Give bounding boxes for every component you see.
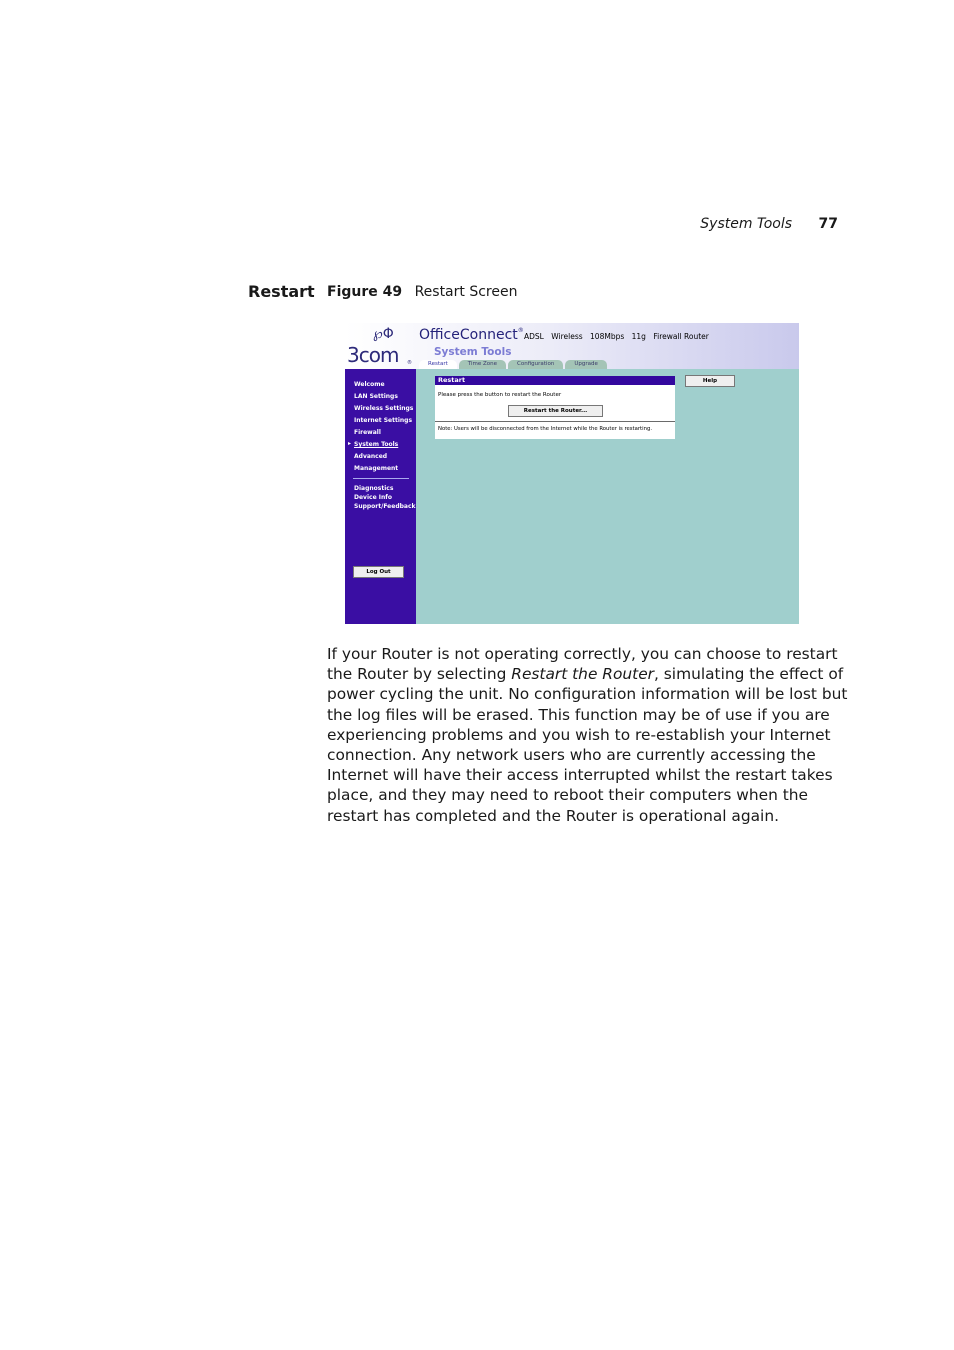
running-head-section: System Tools [700, 216, 793, 232]
body-emphasis: Restart the Router [511, 665, 654, 684]
logo-text: 3com [347, 343, 399, 367]
product-registered-mark: ® [517, 327, 524, 334]
sidebar-item-system-tools[interactable]: System Tools [354, 441, 399, 448]
sidebar-divider [353, 478, 409, 479]
help-button[interactable]: Help [685, 375, 735, 387]
sidebar-item-welcome[interactable]: Welcome [354, 381, 385, 388]
product-descriptor: Wireless [551, 332, 583, 341]
restart-router-button[interactable]: Restart the Router... [508, 405, 603, 417]
product-descriptor: Firewall Router [653, 332, 709, 341]
section-heading: Restart [248, 282, 315, 301]
product-descriptors [524, 332, 714, 341]
restart-note: Note: Users will be disconnected from the Internet while the Router is restarting. [438, 426, 653, 432]
figure-number: Figure 49 [327, 284, 403, 300]
restart-panel [435, 376, 675, 439]
product-descriptor: ADSL [524, 332, 544, 341]
sidebar-item-advanced[interactable]: Advanced [354, 453, 388, 460]
sidebar-item-firewall[interactable]: Firewall [354, 429, 381, 436]
log-out-button[interactable]: Log Out [353, 566, 404, 578]
product-descriptor: 11g [631, 332, 646, 341]
sidebar-nav [345, 369, 416, 624]
sidebar-item-wireless-settings[interactable]: Wireless Settings [354, 405, 414, 412]
sidebar-item-diagnostics[interactable]: Diagnostics [354, 485, 394, 492]
restart-instruction: Please press the button to restart the Router [438, 392, 562, 398]
restart-screen-figure [345, 323, 799, 624]
tab-bar [419, 360, 609, 369]
tab-upgrade[interactable]: Upgrade [565, 360, 607, 369]
product-title: OfficeConnect [419, 327, 518, 343]
logo-registered-mark: ® [407, 360, 412, 366]
sidebar-item-support-feedback[interactable]: Support/Feedback [354, 503, 416, 510]
router-banner [345, 323, 799, 369]
running-head [700, 216, 838, 232]
active-arrow-icon: ▸ [348, 440, 352, 447]
figure-caption [327, 284, 517, 300]
sidebar-item-management[interactable]: Management [354, 465, 399, 472]
3com-swirl-icon: ℘Φ [373, 326, 394, 342]
section-title: System Tools [434, 346, 512, 358]
tab-time-zone[interactable]: Time Zone [459, 360, 506, 369]
body-paragraph [327, 644, 857, 826]
sidebar-item-internet-settings[interactable]: Internet Settings [354, 417, 413, 424]
tab-configuration[interactable]: Configuration [508, 360, 563, 369]
page-number: 77 [818, 216, 838, 232]
sidebar-item-device-info[interactable]: Device Info [354, 494, 392, 501]
body-text-part: , simulating the effect of power cycling the unit. No configuration information will be lost but the log files will be erased. This function may be of use if you are experiencing problems and you wish to re-establish your Internet connection. Any network users who are currently accessing the Internet will have their access interrupted whilst the restart takes place, and they may need to reboot their computers when the restart has completed and the Router is operational again. [327, 665, 848, 825]
tab-restart[interactable]: Restart [419, 360, 457, 369]
product-descriptor: 108Mbps [590, 332, 625, 341]
panel-divider [435, 421, 675, 422]
product-name [419, 327, 524, 343]
panel-title: Restart [435, 376, 675, 385]
sidebar-item-lan-settings[interactable]: LAN Settings [354, 393, 398, 400]
figure-title: Restart Screen [414, 284, 518, 300]
body-text-part: If your Router is not operating correctly, you can choose to restart the Router by selecting [327, 645, 838, 684]
3com-logo [345, 323, 416, 369]
